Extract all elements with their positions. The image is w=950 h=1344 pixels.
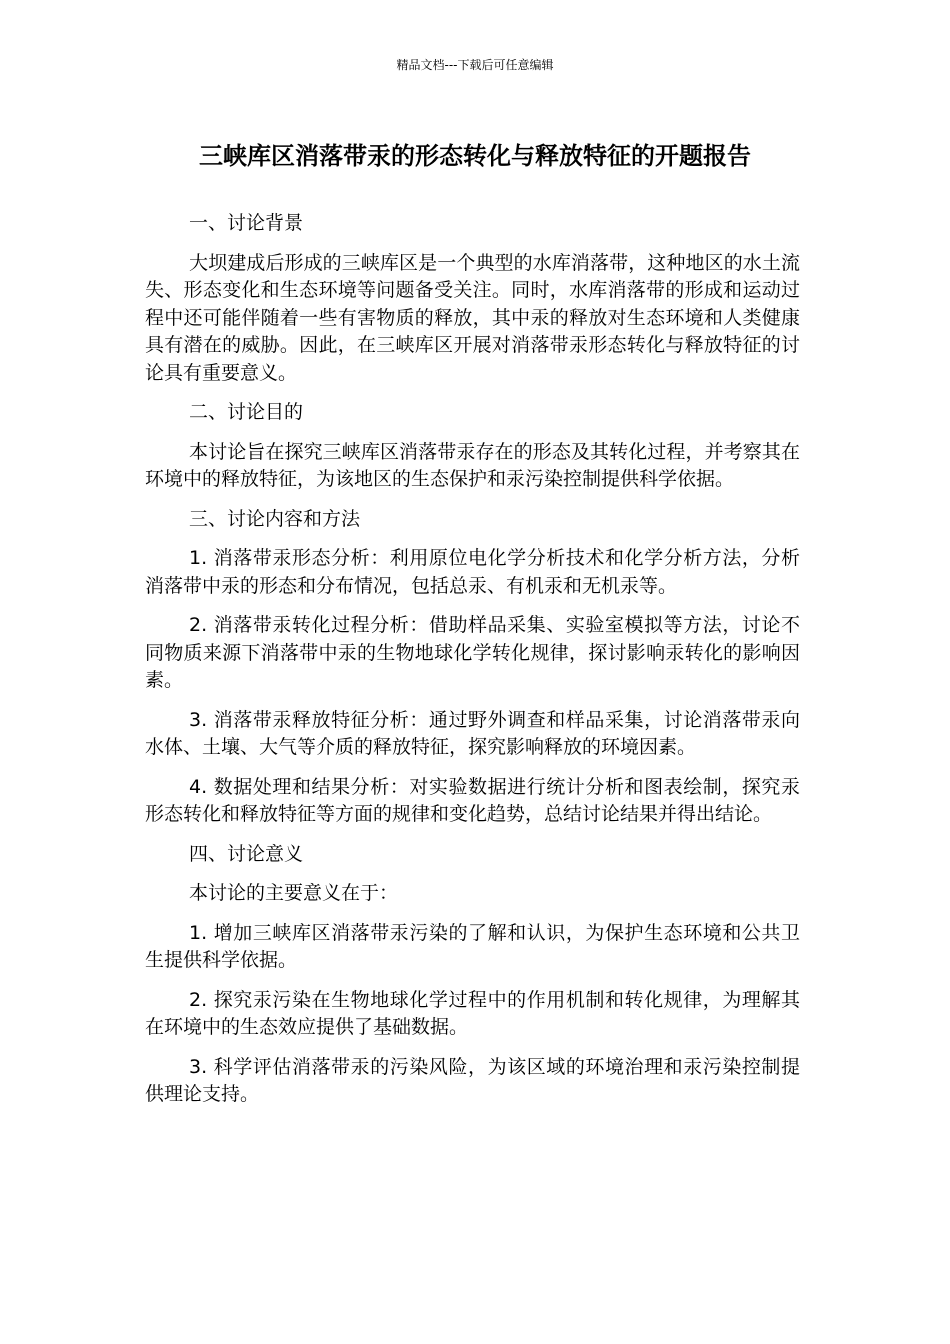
- list-item-significance-3: 3. 科学评估消落带汞的污染风险，为该区域的环境治理和汞污染控制提供理论支持。: [145, 1055, 800, 1105]
- section-heading-background: 一、讨论背景: [189, 212, 304, 234]
- paragraph-significance-intro: 本讨论的主要意义在于：: [189, 882, 399, 904]
- document-body: [145, 210, 800, 1121]
- section-heading-significance: 四、讨论意义: [189, 842, 304, 865]
- document-title: 三峡库区消落带汞的形态转化与释放特征的开题报告: [199, 142, 751, 170]
- paragraph-background: 大坝建成后形成的三峡库区是一个典型的水库消落带，这种地区的水土流失、形态变化和生态环境等问题备受关注。同时，水库消落带的形成和运动过程中还可能伴随着一些有害物质的释放，其中汞的释放对生态环境和人类健康具有潜在的威胁。因此，在三峡库区开展对消落带汞形态转化与释放特征的讨论具有重要意义。: [145, 251, 800, 384]
- list-item-significance-2: 2. 探究汞污染在生物地球化学过程中的作用机制和转化规律，为理解其在环境中的生态效应提供了基础数据。: [145, 988, 800, 1038]
- list-item-significance-1: 1. 增加三峡库区消落带汞污染的了解和认识，为保护生态环境和公共卫生提供科学依据。: [145, 921, 800, 971]
- section-heading-purpose: 二、讨论目的: [189, 401, 304, 423]
- section-heading-methods: 三、讨论内容和方法: [189, 507, 361, 530]
- list-item-method-2: 2. 消落带汞转化过程分析：借助样品采集、实验室模拟等方法，讨论不同物质来源下消落带中汞的生物地球化学转化规律，探讨影响汞转化的影响因素。: [145, 614, 800, 691]
- list-item-method-4: 4. 数据处理和结果分析：对实验数据进行统计分析和图表绘制，探究汞形态转化和释放特征等方面的规律和变化趋势，总结讨论结果并得出结论。: [145, 775, 800, 825]
- list-item-method-3: 3. 消落带汞释放特征分析：通过野外调查和样品采集，讨论消落带汞向水体、土壤、大气等介质的释放特征，探究影响释放的环境因素。: [145, 708, 800, 758]
- paragraph-purpose: 本讨论旨在探究三峡库区消落带汞存在的形态及其转化过程，并考察其在环境中的释放特征，为该地区的生态保护和汞污染控制提供科学依据。: [145, 440, 800, 490]
- list-item-method-1: 1. 消落带汞形态分析：利用原位电化学分析技术和化学分析方法，分析消落带中汞的形态和分布情况，包括总汞、有机汞和无机汞等。: [145, 547, 800, 597]
- page-header-note: 精品文档---下载后可任意编辑: [396, 58, 554, 72]
